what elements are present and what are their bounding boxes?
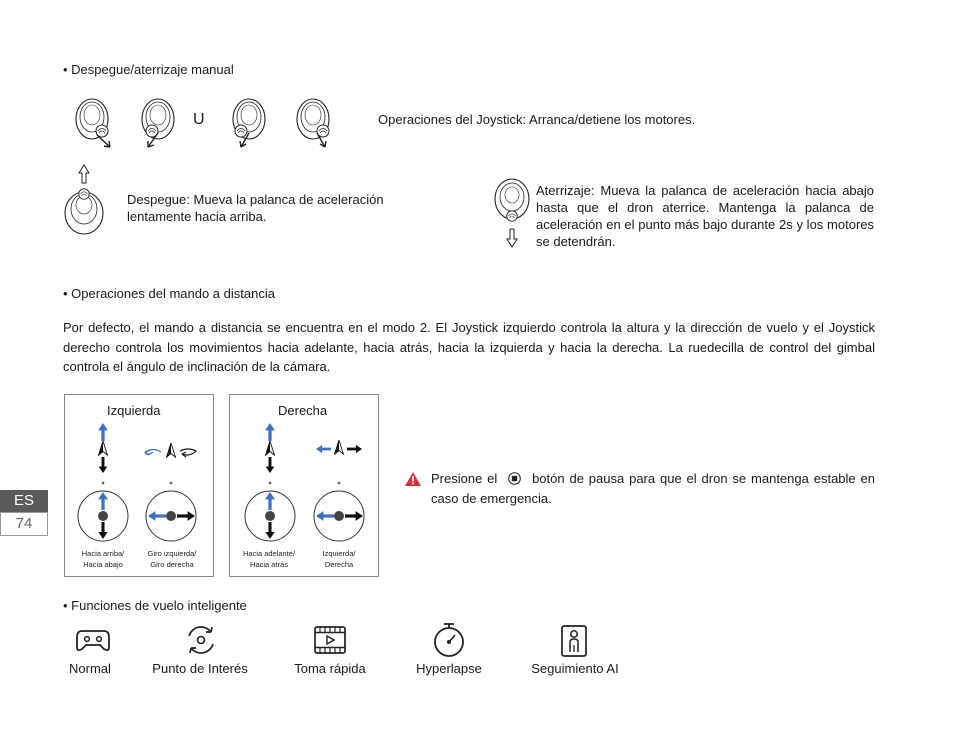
orbit-icon bbox=[184, 624, 218, 656]
mode2-left-panel bbox=[64, 394, 214, 577]
mode-label-quickshot: Toma rápida bbox=[294, 661, 366, 676]
stopwatch-icon bbox=[432, 622, 466, 658]
gamepad-icon bbox=[76, 625, 110, 655]
pause-button-icon bbox=[508, 472, 521, 485]
right-stick1-label: Hacia adelante/ Hacia atrás bbox=[242, 549, 296, 569]
page-number: 74 bbox=[0, 512, 48, 536]
warning-text-pre: Presione el bbox=[431, 471, 498, 486]
left-panel-title: Izquierda bbox=[107, 403, 161, 418]
mode-label-normal: Normal bbox=[69, 661, 111, 676]
landing-stick-illustration bbox=[492, 177, 532, 249]
or-separator: U bbox=[193, 111, 205, 128]
left-stick2-label: Giro izquierda/ Giro derecha bbox=[147, 549, 197, 569]
motor-gesture-3 bbox=[225, 97, 275, 151]
warning-icon bbox=[405, 472, 421, 486]
section-title-manual-takeoff: • Despegue/aterrizaje manual bbox=[63, 62, 234, 77]
warning-text-post: botón de pausa para que el dron se mantenga estable en caso de emergencia. bbox=[431, 471, 875, 506]
remote-ops-paragraph: Por defecto, el mando a distancia se encuentra en el modo 2. El Joystick izquierdo controla la altura y la dirección de vuelo y el Joystick derecho controla los movimientos hacia adelante, hacia atrás, hacia la izquierda y hacia la derecha. La ruedecilla de control del gimbal controla el ángulo de inclinación de la cámara. bbox=[63, 320, 875, 374]
landing-text: Aterrizaje: Mueva la palanca de aceleración hacia abajo hasta que el dron aterrice. Mantenga la palanca de aceleración en el punto más bajo durante 2s y los motores se detendrán. bbox=[536, 183, 874, 249]
takeoff-stick-illustration bbox=[62, 163, 106, 237]
motor-gesture-1 bbox=[72, 97, 122, 151]
right-stick2-label: Izquierda/ Derecha bbox=[322, 549, 356, 569]
mode-label-hyperlapse: Hyperlapse bbox=[416, 661, 482, 676]
motor-gesture-2 bbox=[134, 97, 184, 151]
warning-text bbox=[431, 469, 875, 508]
motor-gesture-4 bbox=[293, 97, 343, 151]
joystick-ops-text: Operaciones del Joystick: Arranca/detiene los motores. bbox=[378, 112, 696, 127]
mode-label-poi: Punto de Interés bbox=[152, 661, 248, 676]
mode-label-ai-tracking: Seguimiento AI bbox=[531, 661, 619, 676]
section-title-smart-flight: • Funciones de vuelo inteligente bbox=[63, 598, 247, 613]
mode2-right-panel bbox=[229, 394, 379, 577]
takeoff-text: Despegue: Mueva la palanca de aceleración lentamente hacia arriba. bbox=[127, 192, 384, 224]
language-tab: ES bbox=[0, 490, 48, 512]
section-title-remote-ops: • Operaciones del mando a distancia bbox=[63, 286, 275, 301]
right-panel-title: Derecha bbox=[278, 403, 328, 418]
person-frame-icon bbox=[561, 625, 587, 657]
left-stick1-label: Hacia arriba/ Hacia abajo bbox=[81, 549, 125, 569]
film-play-icon bbox=[314, 626, 346, 654]
